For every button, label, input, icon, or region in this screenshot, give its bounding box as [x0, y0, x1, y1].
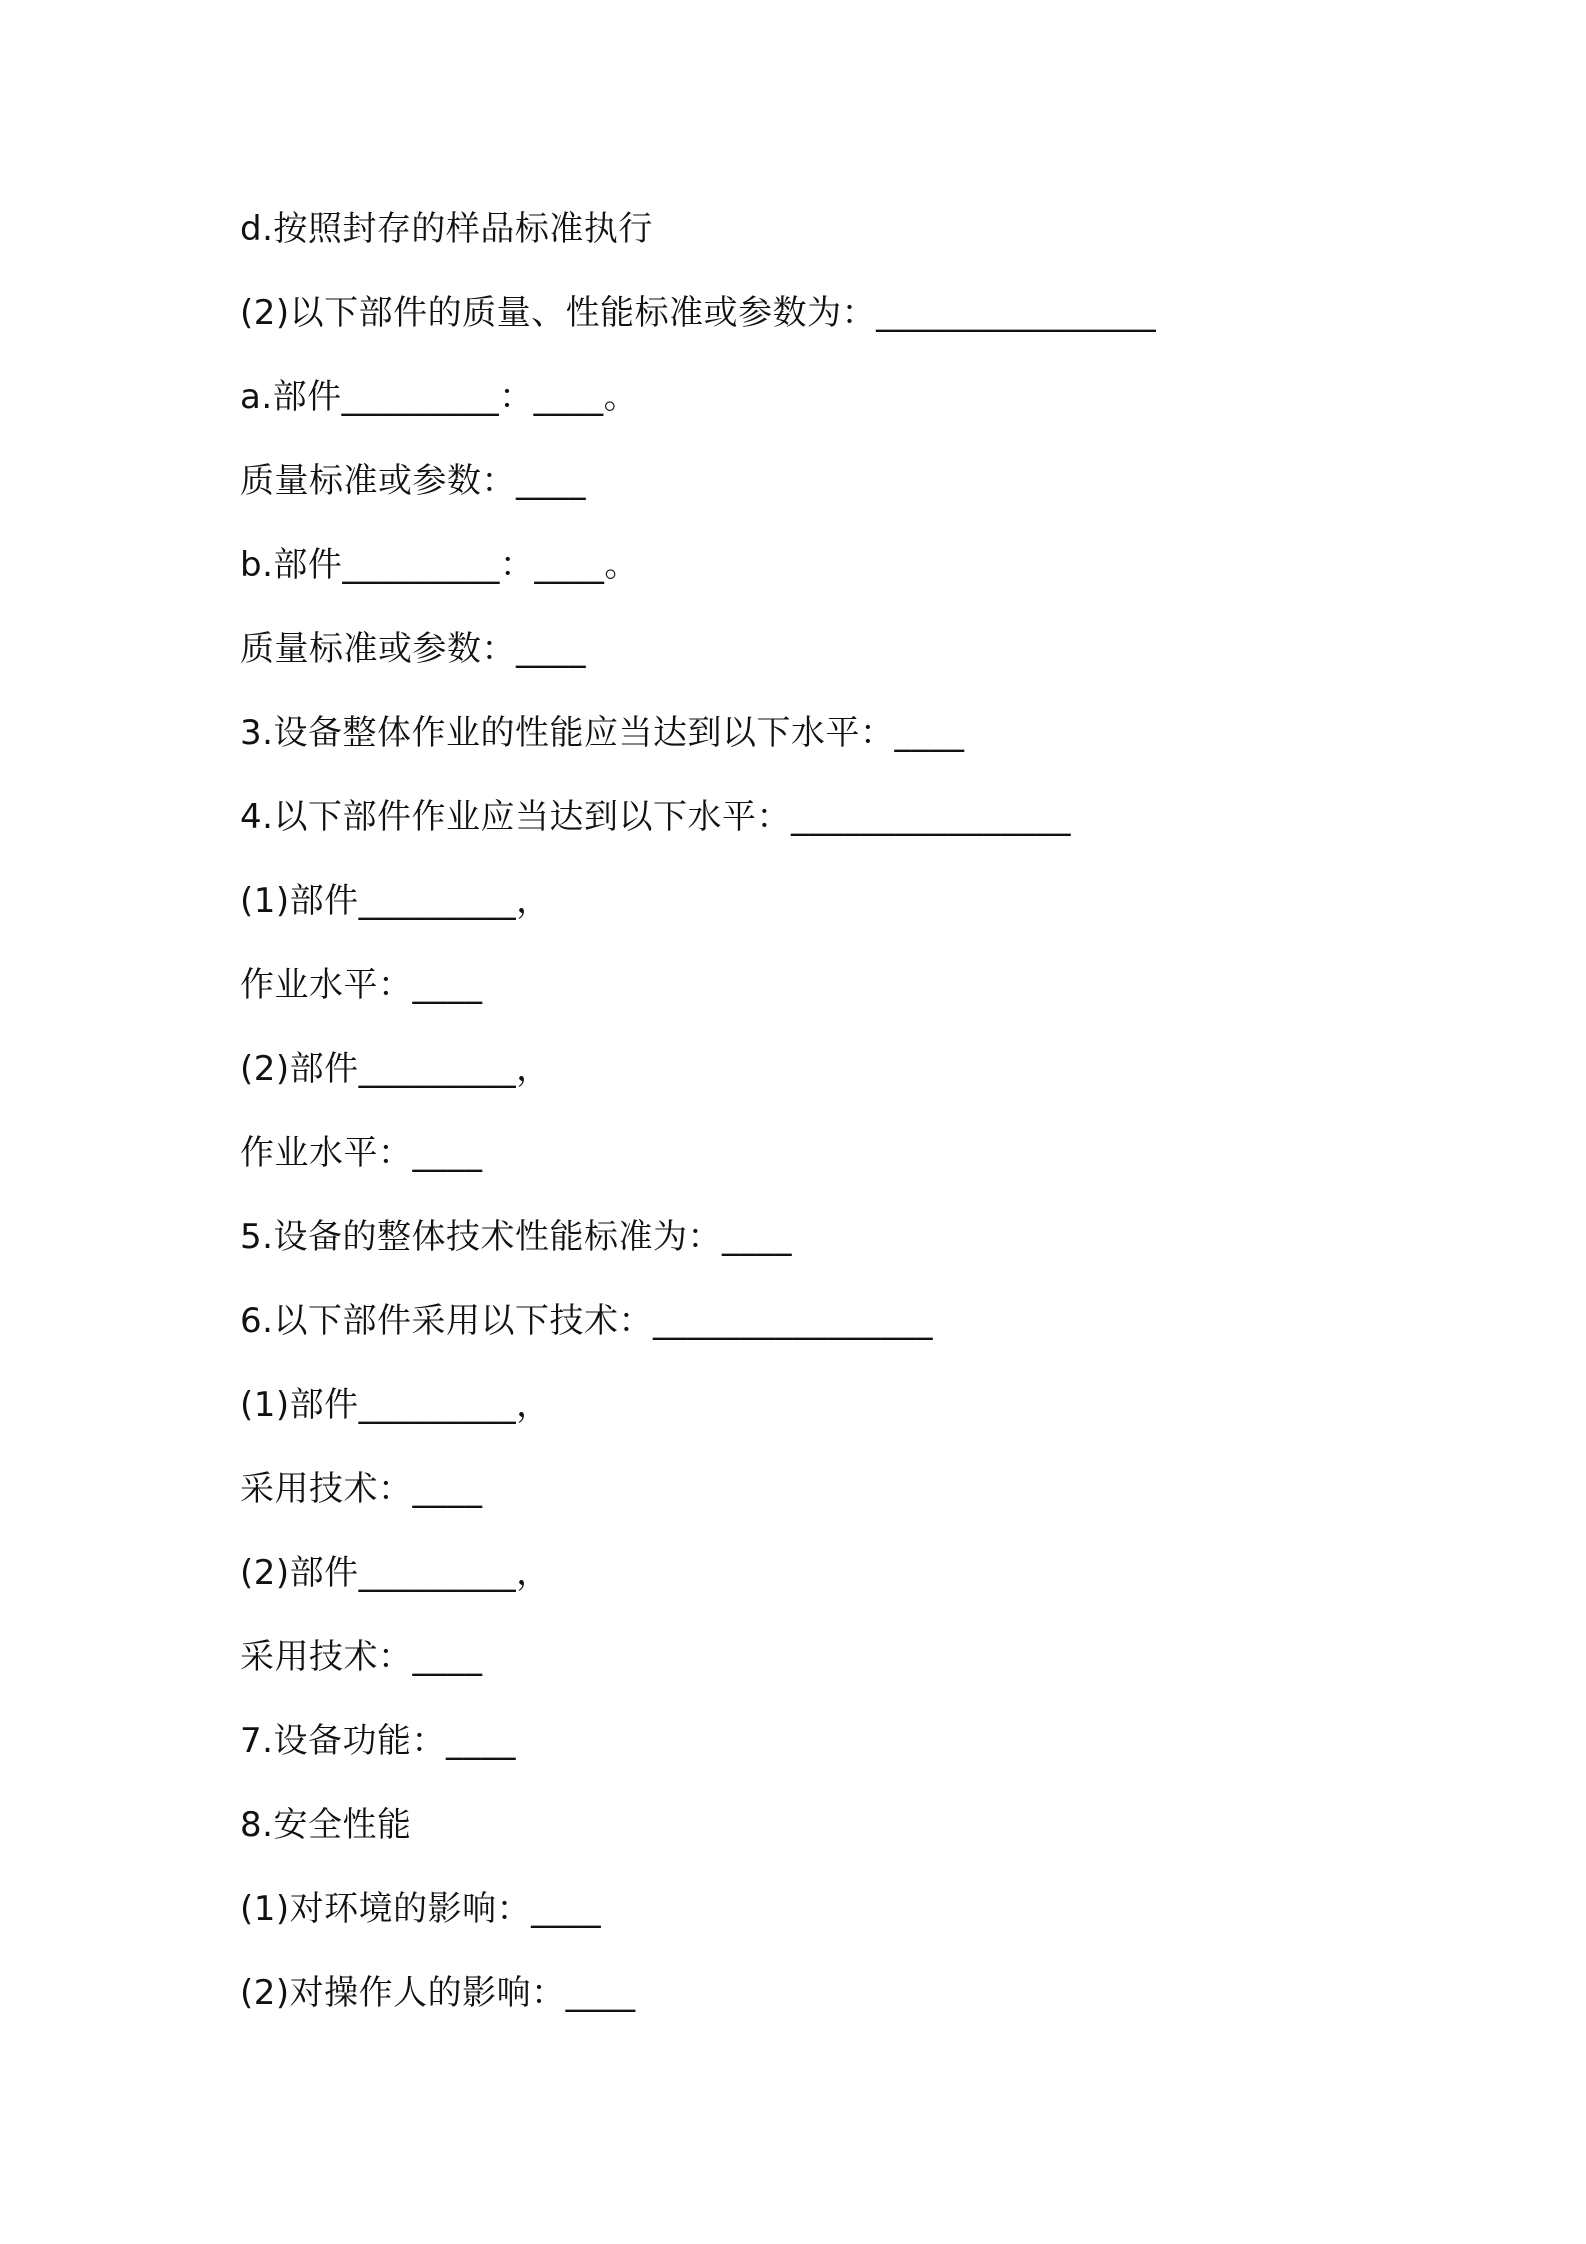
text-line: 6.以下部件采用以下技术：________________ — [240, 1301, 933, 1341]
text-line: (2)部件_________， — [240, 1049, 551, 1089]
text-line: a.部件_________：____。 — [240, 377, 639, 417]
text-line: 作业水平：____ — [240, 965, 483, 1005]
text-line: 质量标准或参数：____ — [240, 629, 586, 669]
text-line: 5.设备的整体技术性能标准为：____ — [240, 1217, 792, 1257]
text-line: (2)对操作人的影响：____ — [240, 1973, 636, 2013]
text-line: 4.以下部件作业应当达到以下水平：________________ — [240, 797, 1071, 837]
text-line: d.按照封存的样品标准执行 — [240, 209, 653, 249]
text-line: 质量标准或参数：____ — [240, 461, 586, 501]
text-line: 采用技术：____ — [240, 1469, 483, 1509]
text-line: 7.设备功能：____ — [240, 1721, 516, 1761]
document-body — [240, 200, 1390, 2048]
text-line: (2)以下部件的质量、性能标准或参数为：________________ — [240, 293, 1157, 333]
text-line: 8.安全性能 — [240, 1805, 412, 1845]
text-line: (1)部件_________， — [240, 881, 551, 921]
text-line: (1)对环境的影响：____ — [240, 1889, 602, 1929]
text-line: (1)部件_________， — [240, 1385, 551, 1425]
text-line: 作业水平：____ — [240, 1133, 483, 1173]
text-line: 采用技术：____ — [240, 1637, 483, 1677]
text-line: (2)部件_________， — [240, 1553, 551, 1593]
text-line: 3.设备整体作业的性能应当达到以下水平：____ — [240, 713, 965, 753]
text-line: b.部件_________：____。 — [240, 545, 639, 585]
